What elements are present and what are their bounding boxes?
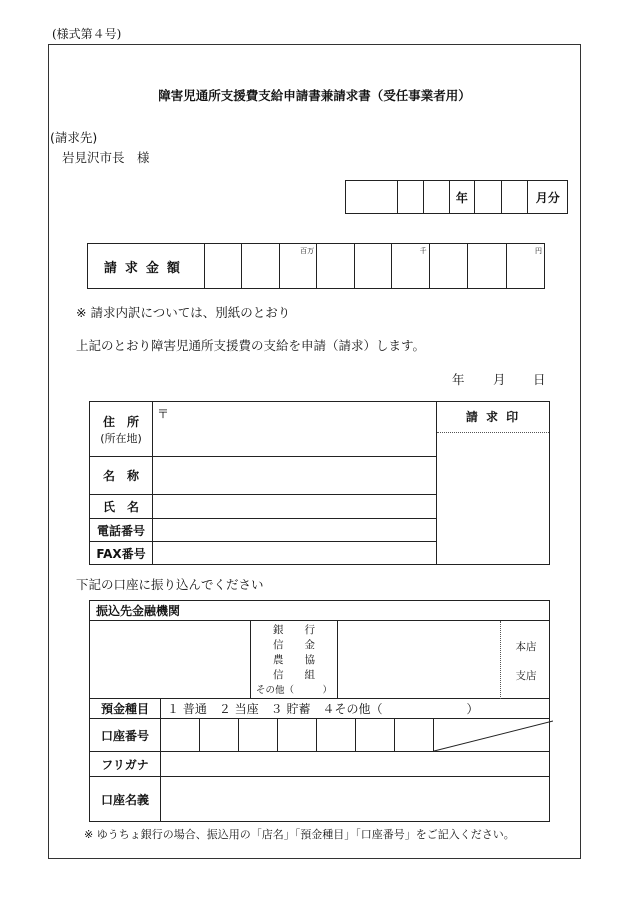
unit-thousand: 千 [419,247,427,255]
form-number-label: (様式第４号) [52,27,122,41]
breakdown-note: ※ 請求内訳については、別紙のとおり [76,305,291,320]
account-name-label: 口座名義 [90,777,161,822]
year-digit-cell[interactable] [423,181,449,214]
account-digit-cell[interactable] [200,719,239,752]
account-digit-cell[interactable] [395,719,434,752]
year-digit-cell[interactable] [398,181,424,214]
account-digit-cell[interactable] [161,719,200,752]
type-bank[interactable]: 銀 行 [273,624,315,636]
fax-field[interactable] [153,542,437,565]
date-day-label: 日 [533,372,546,387]
amount-digit-cell[interactable] [429,244,467,289]
amount-digit-cell[interactable] [468,244,506,289]
branch-sub[interactable]: 支店 [515,670,537,682]
account-name-field[interactable] [161,777,550,822]
date-year-label: 年 [452,372,465,387]
year-label: 年 [449,181,475,214]
phone-label: 電話番号 [90,519,153,542]
year-digit-cell[interactable] [346,181,398,214]
amount-digit-cell[interactable] [506,244,545,289]
claim-amount-label: 請求金額 [88,244,205,289]
amount-digit-cell[interactable] [242,244,279,289]
diagonal-slash [434,719,553,752]
person-name-field[interactable] [153,495,437,519]
month-label: 月分 [528,181,568,214]
claim-amount-box [87,243,545,289]
bank-name-row[interactable] [90,621,550,699]
type-nokyo[interactable]: 農 協 [273,654,315,666]
account-digit-cell[interactable] [278,719,317,752]
type-shinkin[interactable]: 信 金 [273,639,315,651]
institution-type-list [250,621,338,699]
name-label: 名 称 [90,457,153,495]
furigana-field[interactable] [161,752,550,777]
month-digit-cell[interactable] [501,181,528,214]
amount-digit-cell[interactable] [392,244,429,289]
account-extra-cell [434,719,550,752]
application-statement: 上記のとおり障害児通所支援費の支給を申請（請求）します。 [76,338,426,353]
address-label: 住 所 (所在地) [90,402,153,457]
seal-box[interactable] [437,402,550,565]
transfer-instruction: 下記の口座に振り込んでください [76,577,264,592]
date-month-label: 月 [493,372,506,387]
address-field[interactable] [153,402,437,457]
amount-digit-cell[interactable] [204,244,241,289]
branch-type [500,621,551,699]
person-label: 氏 名 [90,495,153,519]
furigana-label: フリガナ [90,752,161,777]
month-digit-cell[interactable] [475,181,502,214]
amount-digit-cell[interactable] [279,244,316,289]
form-title: 障害児通所支援費支給申請書兼請求書（受任事業者用） [158,88,471,103]
seal-label: 請 求 印 [437,402,549,433]
branch-main[interactable]: 本店 [515,641,537,653]
account-digit-cell[interactable] [239,719,278,752]
organization-name-field[interactable] [153,457,437,495]
account-digit-cell[interactable] [317,719,356,752]
billing-period-box [345,180,568,214]
recipient-prefix: (請求先) [50,130,98,145]
unit-million: 百万 [300,247,315,255]
recipient-name: 岩見沢市長 様 [62,150,150,165]
phone-field[interactable] [153,519,437,542]
type-other[interactable]: その他（ ） [255,685,332,696]
bank-table [89,600,550,822]
fax-label: FAX番号 [90,542,153,565]
footer-note: ※ ゆうちょ銀行の場合、振込用の「店名」「預金種目」「口座番号」をご記入ください。 [84,828,515,841]
amount-digit-cell[interactable] [354,244,391,289]
amount-digit-cell[interactable] [317,244,354,289]
deposit-type-label: 預金種目 [90,699,161,719]
unit-yen: 円 [535,247,542,255]
account-number-label: 口座番号 [90,719,161,752]
bank-info-block [89,600,550,822]
account-digit-cell[interactable] [356,719,395,752]
applicant-info-table [89,401,550,565]
type-shinkumi[interactable]: 信 組 [273,669,315,681]
deposit-type-options[interactable]: １ 普通 ２ 当座 ３ 貯蓄 ４その他（ ） [161,699,550,719]
bank-header: 振込先金融機関 [90,601,550,621]
postal-mark: 〒 [157,407,170,421]
